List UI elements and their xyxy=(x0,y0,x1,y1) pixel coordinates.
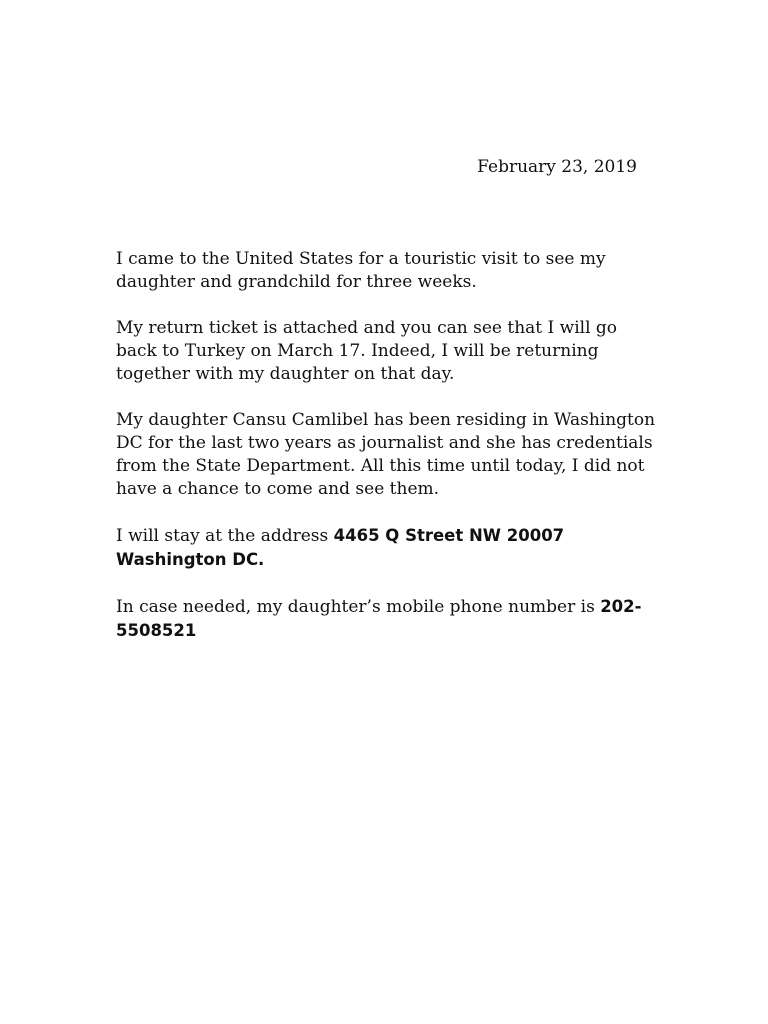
stay-address: 4465 Q Street NW 20007 Washington DC. xyxy=(116,526,565,569)
letter-date: February 23, 2019 xyxy=(477,157,637,177)
paragraph-phone xyxy=(116,595,656,643)
letter-body xyxy=(116,248,656,666)
paragraph-stay-address xyxy=(116,524,656,572)
phone-number: 202-5508521 xyxy=(116,597,642,640)
address-intro-text: I will stay at the address xyxy=(116,526,334,546)
paragraph-return-ticket: My return ticket is attached and you can see that I will go back to Turkey on March 17. Indeed, I will be returning together with my daughter on that day. xyxy=(116,318,618,384)
phone-intro-text: In case needed, my daughter’s mobile phone number is xyxy=(116,597,601,617)
paragraph-daughter-info: My daughter Cansu Camlibel has been residing in Washington DC for the last two years as journalist and she has credentials from the State Department. All this time until today, I did not have a chance to come and see them. xyxy=(116,410,656,499)
paragraph-visit-purpose: I came to the United States for a touristic visit to see my daughter and grandchild for three weeks. xyxy=(116,249,606,292)
